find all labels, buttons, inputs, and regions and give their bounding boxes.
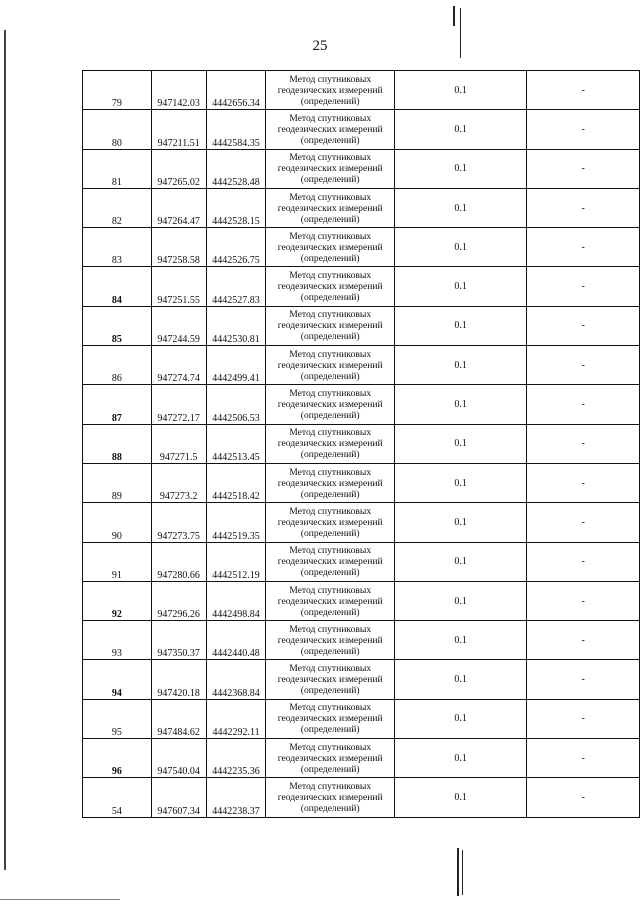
x-coordinate-cell: 947264.47 [151,188,206,227]
method-line: Метод спутниковых [289,230,372,242]
method-cell [266,267,395,306]
x-coordinate-cell: 947273.75 [151,503,206,542]
method-line: Метод спутниковых [289,741,372,753]
method-line: Метод спутниковых [289,348,372,360]
y-coordinate-cell: 4442506.53 [206,385,266,424]
y-coordinate-cell: 4442527.83 [206,267,266,306]
method-line: Метод спутниковых [289,505,372,517]
method-line: (определений) [300,331,360,343]
method-line: Метод спутниковых [289,112,372,124]
table-row [83,778,640,817]
precision-cell: 0.1 [394,188,526,227]
method-line: геодезических измерений [277,202,383,214]
method-cell [266,503,395,542]
method-line: геодезических измерений [277,674,383,686]
point-number-cell: 85 [83,306,152,345]
method-line: (определений) [300,95,360,107]
note-cell: - [527,739,640,778]
method-line: Метод спутниковых [289,309,372,321]
x-coordinate-cell: 947420.18 [151,660,206,699]
method-cell [266,71,395,110]
point-number-cell: 83 [83,228,152,267]
y-coordinate-cell: 4442513.45 [206,424,266,463]
point-number-cell: 88 [83,424,152,463]
method-cell [266,621,395,660]
point-number-cell: 82 [83,188,152,227]
method-line: геодезических измерений [277,595,383,607]
y-coordinate-cell: 4442528.48 [206,149,266,188]
method-line: геодезических измерений [277,163,383,175]
x-coordinate-cell: 947271.5 [151,424,206,463]
scan-mark-top-right [453,6,455,26]
method-line: Метод спутниковых [289,584,372,596]
method-line: (определений) [300,567,360,579]
method-line: геодезических измерений [277,634,383,646]
method-line: геодезических измерений [277,123,383,135]
note-cell: - [527,385,640,424]
x-coordinate-cell: 947296.26 [151,581,206,620]
table-row [83,267,640,306]
point-number-cell: 87 [83,385,152,424]
note-cell: - [527,71,640,110]
precision-cell: 0.1 [394,110,526,149]
x-coordinate-cell: 947274.74 [151,346,206,385]
precision-cell: 0.1 [394,306,526,345]
page-number: 25 [312,38,328,54]
y-coordinate-cell: 4442518.42 [206,463,266,502]
note-cell: - [527,503,640,542]
note-cell: - [527,149,640,188]
y-coordinate-cell: 4442530.81 [206,306,266,345]
method-cell [266,188,395,227]
x-coordinate-cell: 947350.37 [151,621,206,660]
method-line: Метод спутниковых [289,780,372,792]
method-cell [266,228,395,267]
method-line: Метод спутниковых [289,388,372,400]
coordinates-table [82,70,640,818]
point-number-cell: 81 [83,149,152,188]
x-coordinate-cell: 947280.66 [151,542,206,581]
table-row [83,699,640,738]
method-cell [266,385,395,424]
method-line: Метод спутниковых [289,73,372,85]
method-line: (определений) [300,488,360,500]
method-line: (определений) [300,606,360,618]
scan-mark-bottom-right [457,848,459,896]
precision-cell: 0.1 [394,228,526,267]
method-line: (определений) [300,174,360,186]
y-coordinate-cell: 4442519.35 [206,503,266,542]
precision-cell: 0.1 [394,739,526,778]
table-row [83,188,640,227]
note-cell: - [527,621,640,660]
note-cell: - [527,110,640,149]
method-cell [266,463,395,502]
x-coordinate-cell: 947142.03 [151,71,206,110]
method-line: геодезических измерений [277,241,383,253]
y-coordinate-cell: 4442512.19 [206,542,266,581]
y-coordinate-cell: 4442440.48 [206,621,266,660]
x-coordinate-cell: 947244.59 [151,306,206,345]
precision-cell: 0.1 [394,424,526,463]
point-number-cell: 91 [83,542,152,581]
method-cell [266,306,395,345]
method-line: геодезических измерений [277,516,383,528]
method-line: геодезических измерений [277,791,383,803]
precision-cell: 0.1 [394,503,526,542]
point-number-cell: 93 [83,621,152,660]
x-coordinate-cell: 947484.62 [151,699,206,738]
note-cell: - [527,306,640,345]
method-cell [266,346,395,385]
method-cell [266,660,395,699]
method-line: геодезических измерений [277,281,383,293]
table-row [83,149,640,188]
note-cell: - [527,188,640,227]
y-coordinate-cell: 4442235.36 [206,739,266,778]
x-coordinate-cell: 947251.55 [151,267,206,306]
table-row [83,621,640,660]
method-cell [266,542,395,581]
y-coordinate-cell: 4442584.35 [206,110,266,149]
method-line: (определений) [300,410,360,422]
table-row [83,739,640,778]
table-row [83,228,640,267]
table-row [83,463,640,502]
method-line: Метод спутниковых [289,191,372,203]
table-row [83,660,640,699]
table-row [83,503,640,542]
precision-cell: 0.1 [394,581,526,620]
method-line: Метод спутниковых [289,702,372,714]
note-cell: - [527,542,640,581]
scan-mark-top-right-2 [460,8,461,58]
method-cell [266,424,395,463]
method-line: геодезических измерений [277,399,383,411]
precision-cell: 0.1 [394,621,526,660]
method-line: геодезических измерений [277,320,383,332]
precision-cell: 0.1 [394,385,526,424]
y-coordinate-cell: 4442656.34 [206,71,266,110]
note-cell: - [527,463,640,502]
point-number-cell: 92 [83,581,152,620]
method-line: (определений) [300,292,360,304]
point-number-cell: 94 [83,660,152,699]
y-coordinate-cell: 4442498.84 [206,581,266,620]
method-line: Метод спутниковых [289,427,372,439]
method-cell [266,149,395,188]
y-coordinate-cell: 4442238.37 [206,778,266,817]
method-line: (определений) [300,213,360,225]
precision-cell: 0.1 [394,542,526,581]
method-line: геодезических измерений [277,477,383,489]
table-row [83,542,640,581]
precision-cell: 0.1 [394,71,526,110]
scan-mark-bottom-right-2 [462,850,463,895]
precision-cell: 0.1 [394,660,526,699]
method-line: (определений) [300,252,360,264]
method-line: Метод спутниковых [289,152,372,164]
method-line: (определений) [300,685,360,697]
note-cell: - [527,346,640,385]
table-row [83,346,640,385]
method-line: геодезических измерений [277,359,383,371]
method-line: геодезических измерений [277,752,383,764]
note-cell: - [527,424,640,463]
method-line: геодезических измерений [277,713,383,725]
method-line: Метод спутниковых [289,466,372,478]
y-coordinate-cell: 4442292.11 [206,699,266,738]
table-row [83,385,640,424]
method-line: геодезических измерений [277,84,383,96]
method-line: (определений) [300,134,360,146]
precision-cell: 0.1 [394,149,526,188]
note-cell: - [527,267,640,306]
method-line: (определений) [300,370,360,382]
precision-cell: 0.1 [394,699,526,738]
method-line: геодезических измерений [277,556,383,568]
method-line: (определений) [300,527,360,539]
point-number-cell: 84 [83,267,152,306]
x-coordinate-cell: 947265.02 [151,149,206,188]
point-number-cell: 79 [83,71,152,110]
method-line: Метод спутниковых [289,545,372,557]
point-number-cell: 90 [83,503,152,542]
method-line: (определений) [300,449,360,461]
coordinates-table-body [83,71,640,818]
note-cell: - [527,228,640,267]
point-number-cell: 54 [83,778,152,817]
precision-cell: 0.1 [394,463,526,502]
method-line: (определений) [300,763,360,775]
x-coordinate-cell: 947607.34 [151,778,206,817]
method-line: (определений) [300,724,360,736]
point-number-cell: 89 [83,463,152,502]
method-line: Метод спутниковых [289,270,372,282]
method-line: Метод спутниковых [289,663,372,675]
point-number-cell: 96 [83,739,152,778]
table-row [83,306,640,345]
method-line: геодезических измерений [277,438,383,450]
point-number-cell: 80 [83,110,152,149]
table-row [83,71,640,110]
method-cell [266,110,395,149]
point-number-cell: 86 [83,346,152,385]
table-row [83,424,640,463]
table-row [83,581,640,620]
method-line: (определений) [300,645,360,657]
note-cell: - [527,581,640,620]
method-line: (определений) [300,802,360,814]
precision-cell: 0.1 [394,778,526,817]
note-cell: - [527,660,640,699]
method-cell [266,581,395,620]
precision-cell: 0.1 [394,346,526,385]
method-cell [266,778,395,817]
method-line: Метод спутниковых [289,623,372,635]
x-coordinate-cell: 947211.51 [151,110,206,149]
scan-bottom-line [0,899,120,900]
x-coordinate-cell: 947540.04 [151,739,206,778]
x-coordinate-cell: 947272.17 [151,385,206,424]
point-number-cell: 95 [83,699,152,738]
scan-edge-line-left [4,30,6,870]
y-coordinate-cell: 4442368.84 [206,660,266,699]
method-cell [266,699,395,738]
note-cell: - [527,699,640,738]
y-coordinate-cell: 4442526.75 [206,228,266,267]
precision-cell: 0.1 [394,267,526,306]
y-coordinate-cell: 4442528.15 [206,188,266,227]
x-coordinate-cell: 947273.2 [151,463,206,502]
x-coordinate-cell: 947258.58 [151,228,206,267]
y-coordinate-cell: 4442499.41 [206,346,266,385]
table-row [83,110,640,149]
note-cell: - [527,778,640,817]
method-cell [266,739,395,778]
